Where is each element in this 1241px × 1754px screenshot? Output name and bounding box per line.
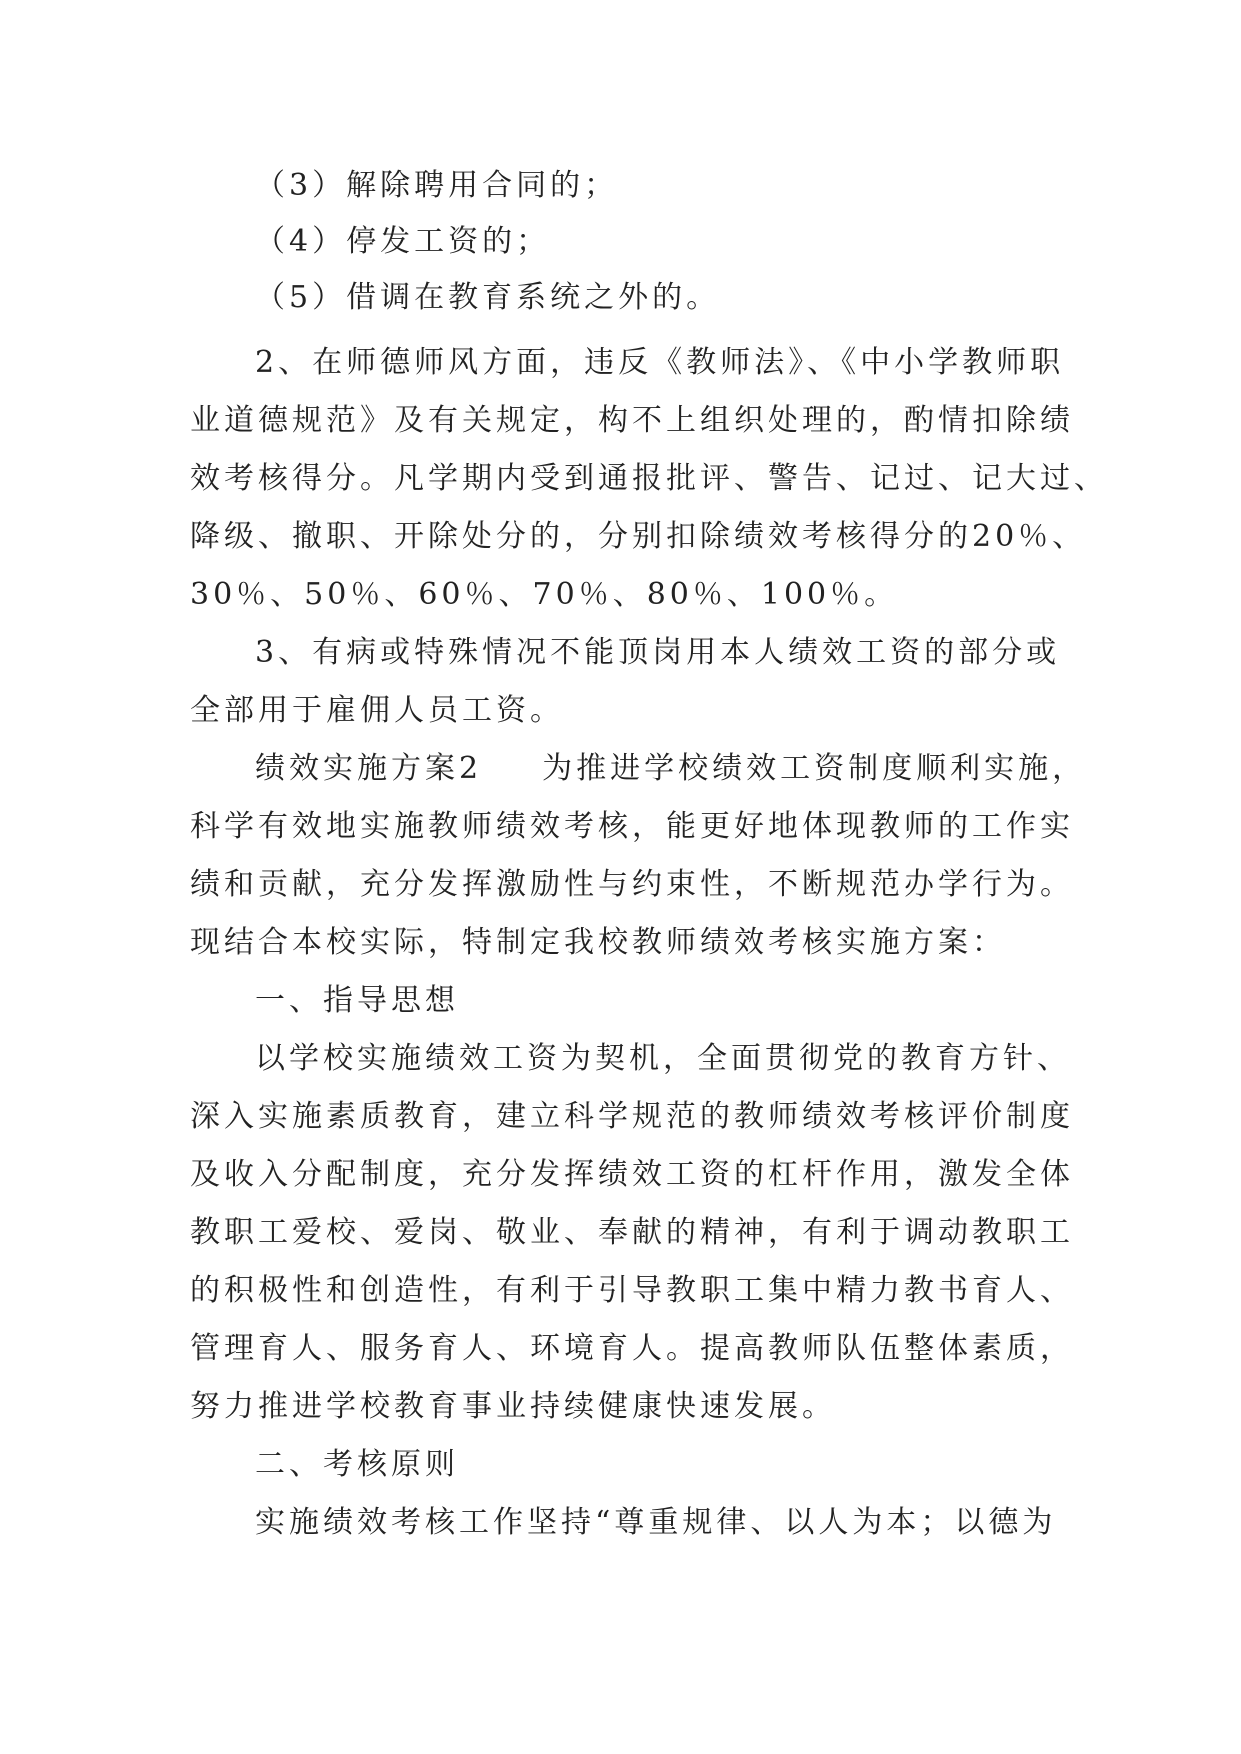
plan-intro-line: [255, 749, 1155, 789]
list-item-4: （4）停发工资的；: [255, 224, 551, 259]
section-heading: 二、考核原则: [255, 1447, 459, 1482]
paragraph-line: 实施绩效考核工作坚持“尊重规律、以人为本；以德为: [255, 1505, 1057, 1540]
paragraph-line: 科学有效地实施教师绩效考核，能更好地体现教师的工作实: [190, 809, 1074, 844]
paragraph-line: 的积极性和创造性，有利于引导教职工集中精力教书育人、: [190, 1273, 1074, 1308]
paragraph-line: 30％、50％、60％、70％、80％、100％。: [190, 577, 899, 612]
paragraph-line: 管理育人、服务育人、环境育人。提高教师队伍整体素质，: [190, 1331, 1074, 1366]
list-item-5: （5）借调在教育系统之外的。: [255, 280, 721, 315]
paragraph-line: 现结合本校实际，特制定我校教师绩效考核实施方案：: [190, 925, 1006, 960]
paragraph-line: 全部用于雇佣人员工资。: [190, 693, 564, 728]
paragraph-line: 以学校实施绩效工资为契机，全面贯彻党的教育方针、: [255, 1041, 1071, 1076]
paragraph-line: 效考核得分。凡学期内受到通报批评、警告、记过、记大过、: [190, 461, 1108, 496]
paragraph-line: 努力推进学校教育事业持续健康快速发展。: [190, 1389, 836, 1424]
paragraph-line: 及收入分配制度，充分发挥绩效工资的杠杆作用，激发全体: [190, 1157, 1074, 1192]
paragraph-line: 绩和贡献，充分发挥激励性与约束性，不断规范办学行为。: [190, 867, 1074, 902]
paragraph-line: 教职工爱校、爱岗、敬业、奉献的精神，有利于调动教职工: [190, 1215, 1074, 1250]
paragraph-line: 业道德规范》及有关规定，构不上组织处理的，酌情扣除绩: [190, 403, 1074, 438]
paragraph-line: 2、在师德师风方面，违反《教师法》、《中小学教师职: [255, 345, 1065, 380]
paragraph-line: 降级、撤职、开除处分的，分别扣除绩效考核得分的20％、: [190, 519, 1087, 554]
paragraph-line: 深入实施素质教育，建立科学规范的教师绩效考核评价制度: [190, 1099, 1074, 1134]
list-item-3: （3）解除聘用合同的；: [255, 168, 619, 203]
paragraph-text: 为推进学校绩效工资制度顺利实施，: [542, 751, 1087, 786]
section-heading: 绩效实施方案2: [255, 751, 483, 786]
section-heading: 一、指导思想: [255, 983, 459, 1018]
paragraph-line: 3、有病或特殊情况不能顶岗用本人绩效工资的部分或: [255, 635, 1061, 670]
